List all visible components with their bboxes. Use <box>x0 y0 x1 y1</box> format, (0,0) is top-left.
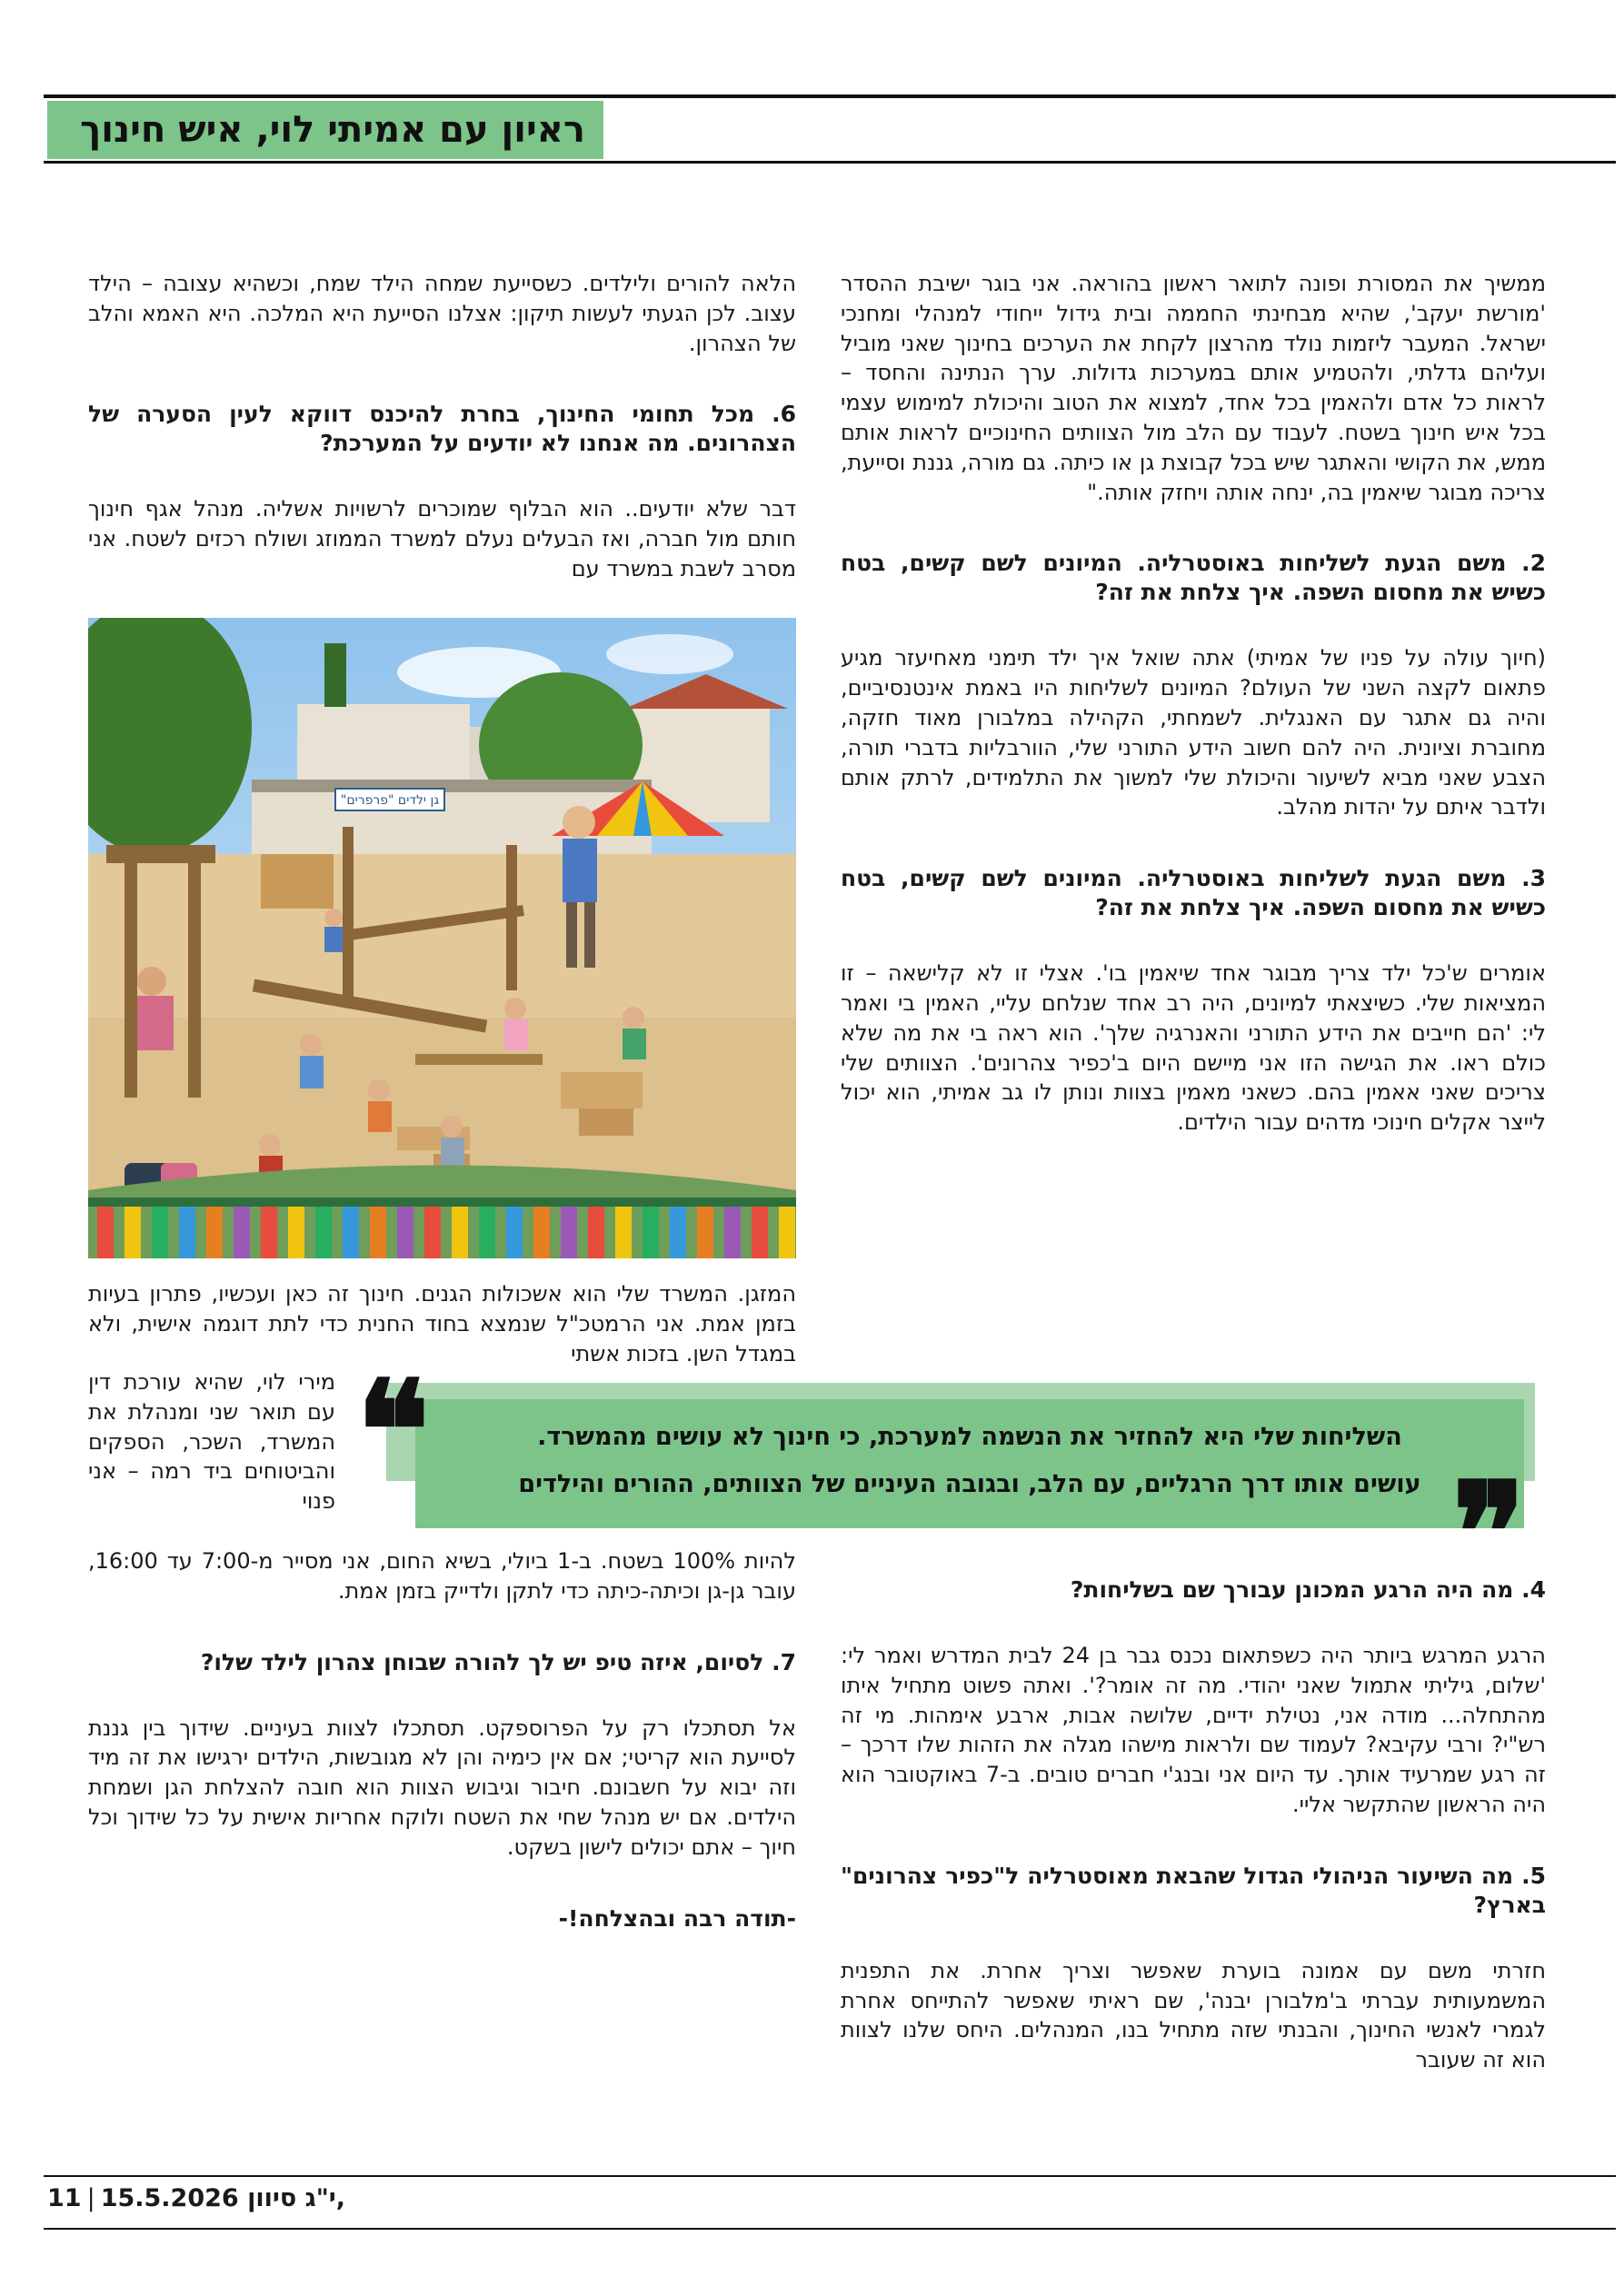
question-3: 3. משם הגעת לשליחות באוסטרליה. המיונים לשם קשים, בטח כשיש את מחסום השפה. איך צלחת את זה? <box>841 865 1546 921</box>
answer-7: אל תסתכלו רק על הפרוספקט. תסתכלו לצוות בעיניים. שידוך בין גננת לסייעת הוא קריטי; אם אין כימיה והן לא מגובשות, הילדים ירגישו את זה מיד וזה יבוא על חשבונם. חיבור וגיבוש הצוות הוא חובה להצלחת הגן ושמחת הילדים. אם יש מנהל שחי את השטח ולוקח אחריות אישית על כל שידוך וכל חיוך – אתם יכולים לישון בשקט. <box>88 1715 796 1860</box>
close-quote-icon: ❞ <box>1452 1453 1526 1613</box>
header-bottom-rule <box>44 161 1616 164</box>
answer-6-start: דבר שלא יודעים.. הוא הבלוף שמוכרים לרשויות אשליה. מנהל אגף חינוך חותם מול חברה, ואז הבעלים נעלם למשרד הממוזג ושולח רכזים לשטח. אני מסרב לשבת במשרד עם <box>88 496 796 581</box>
pull-quote-line-1: השליחות שלי היא להחזיר את הנשמה למערכת, כי חינוך לא עושים מהמשרד. <box>537 1423 1402 1451</box>
answer-6-after-photo: המזגן. המשרד שלי הוא אשכולות הגנים. חינוך זה כאן ועכשיו, פתרון בעיות בזמן אמת. אני הרמטכ"ל שנמצא בחוד החנית כדי לתת דוגמה אישית, ולא במגדל השן. בזכות אשתי <box>88 1281 796 1367</box>
right-column-bottom <box>841 1575 1546 2117</box>
question-5: 5. מה השיעור הניהולי הגדול שהבאת מאוסטרליה ל"כפיר צהרונים" בארץ? <box>841 1862 1546 1918</box>
answer-2: (חיוך עולה על פניו של אמיתי) אתה שואל איך ילד תימני מאחיעזר מגיע פתאום לקצה השני של העולם? המיונים לשליחות היו באמת אינטנסיביים, והיה גם אתגר עם האנגלית. לשמחתי, הקהילה במלבורן מאוד חזקה, מחוברת וציונית. היה להם חשוב הידע התורני שלי, הוורבליות בדברי תורה, הצבע שאני מביא לשיעור והיכולת שלי למשוך את התלמידים, לרתק אותם ולדבר איתם על יהדות מהלב. <box>841 645 1546 820</box>
left-column-narrow <box>88 1367 335 1558</box>
open-quote-icon: ❝ <box>356 1351 430 1511</box>
closing-thanks: -תודה רבה ובהצלחה!- <box>558 1904 796 1932</box>
footer-top-rule <box>44 2175 1616 2177</box>
footer-date: 15.5.2026 <box>100 2184 239 2212</box>
left-column-bottom <box>88 1546 796 1970</box>
left-column-top <box>88 269 796 626</box>
question-6: 6. מכל תחומי החינוך, בחרת להיכנס דווקא לעין הסערה של הצהרונים. מה אנחנו לא יודעים על המערכת? <box>88 401 796 457</box>
question-4: 4. מה היה הרגע המכונן עבורך שם בשליחות? <box>1070 1576 1546 1603</box>
question-2: 2. משם הגעת לשליחות באוסטרליה. המיונים לשם קשים, בטח כשיש את מחסום השפה. איך צלחת את זה? <box>841 550 1546 606</box>
answer-6-end: להיות 100% בשטח. ב-1 ביולי, בשיא החום, אני מסייר מ-7:00 עד 16:00, עובר גן-גן וכיתה-כיתה כדי לתקן ולדייק בזמן אמת. <box>88 1548 797 1604</box>
kindergarten-playground-photo <box>88 618 796 1258</box>
kindergarten-sign-text: גן ילדים "פרפרים" <box>340 793 440 808</box>
page-footer: 11 | 15.5.2026 י"ג סיוון, <box>47 2184 345 2212</box>
left-intro-paragraph: הלאה להורים ולילדים. כשסייעת שמחה הילד שמח, וכשהיא עצובה – הילד עצוב. לכן הגעתי לעשות תיקון: אצלנו הסייעת היא המלכה. היא האמא והלב של הצהרון. <box>88 271 796 356</box>
answer-6-narrow: מירי לוי, שהיא עורכת דין עם תואר שני ומנהלת את המשרד, השכר, הספקים והביטוחים ביד רמה – אני פנוי <box>88 1369 335 1515</box>
footer-hebrew-date: י"ג סיוון, <box>247 2184 345 2212</box>
header-top-rule <box>44 94 1616 98</box>
article-title: ראיון עם אמיתי לוי, איש חינוך <box>47 101 603 159</box>
pull-quote <box>415 1399 1524 1528</box>
footer-bottom-rule <box>44 2228 1616 2230</box>
question-7: 7. לסיום, איזה טיפ יש לך להורה שבוחן צהרון לילד שלו? <box>200 1648 796 1675</box>
page-number: 11 <box>47 2184 82 2212</box>
right-intro-paragraph: ממשיך את המסורת ופונה לתואר ראשון בהוראה. אני בוגר ישיבת ההסדר 'מורשת יעקב', שהיא מבחינתי החממה ובית גידול ייחודי למנהלי ומחנכי ישראל. המעבר ליזמות נולד מהרצון לקחת את הערכים בחינוך שאני מוביל ועליהם גדלתי, ולהטמיע אותם במערכות גדולות. ערך הנתינה והחסד – לראות כל אדם ולהאמין בכל אחד, למצוא את הטוב והיכולת למימוש עצמי בכל איש חינוך בשטח. לעבוד עם הלב מול הצוותים החינוכיים לראות אותם ממש, את הקושי והאתגר שיש בכל קבוצת גן או כיתה. גם מורה, גננת וסייעת, צריכה מבוגר שיאמין בה, ינחה אותה ויחזק אותה." <box>841 271 1546 505</box>
answer-3: אומרים ש'כל ילד צריך מבוגר אחד שיאמין בו'. אצלי זו לא קלישאה – זו המציאות שלי. כשיצאתי למיונים, היה רב אחד שנלחם עליי, האמין בי ואמר לי: 'הם חייבים את הידע התורני והאנרגיה שלך'. הוא ראה בי את מה שלא כולם ראו. את הגישה הזו אני מיישם היום ב'כפיר צהרונים'. הצוותים שלי צריכים שאני אאמין בהם. כשאני מאמין בצוות ונותן לו גב אמיתי, הוא יכול לייצר אקלים חינוכי מדהים עבור הילדים. <box>841 960 1546 1136</box>
pull-quote-line-2: עושים אותו דרך הרגליים, עם הלב, ובגובה העיניים של הצוותים, ההורים והילדים <box>518 1470 1421 1498</box>
answer-4: הרגע המרגש ביותר היה כשפתאום נכנס גבר בן 24 לבית המדרש ואמר לי: 'שלום, גיליתי אתמול שאני יהודי. מה זה אומר?'. ואתה פשוט מתחיל איתו מהתחלה... מודה אני, נטילת ידיים, שלושה אבות, ארבע אימהות. מי זה רש"י? ורבי עקיבא? לעמוד שם ולראות מישהו מגלה את הזהות שלו דרכך – זה רגע שמרעיד אותך. עד היום אני ובנג'י חברים טובים. ב-7 באוקטובר הוא היה הראשון שהתקשר אליי. <box>841 1643 1546 1817</box>
answer-5: חזרתי משם עם אמונה בוערת שאפשר וצריך אחרת. את התפנית המשמעותית עברתי ב'מלבורן יבנה', שם ראיתי שאפשר להתייחס אחרת לגמרי לאנשי החינוך, והבנתי שזה מתחיל בנו, המנהלים. היחס שלנו לצוות הוא זה שעובר <box>841 1957 1546 2073</box>
right-column <box>841 269 1546 1179</box>
